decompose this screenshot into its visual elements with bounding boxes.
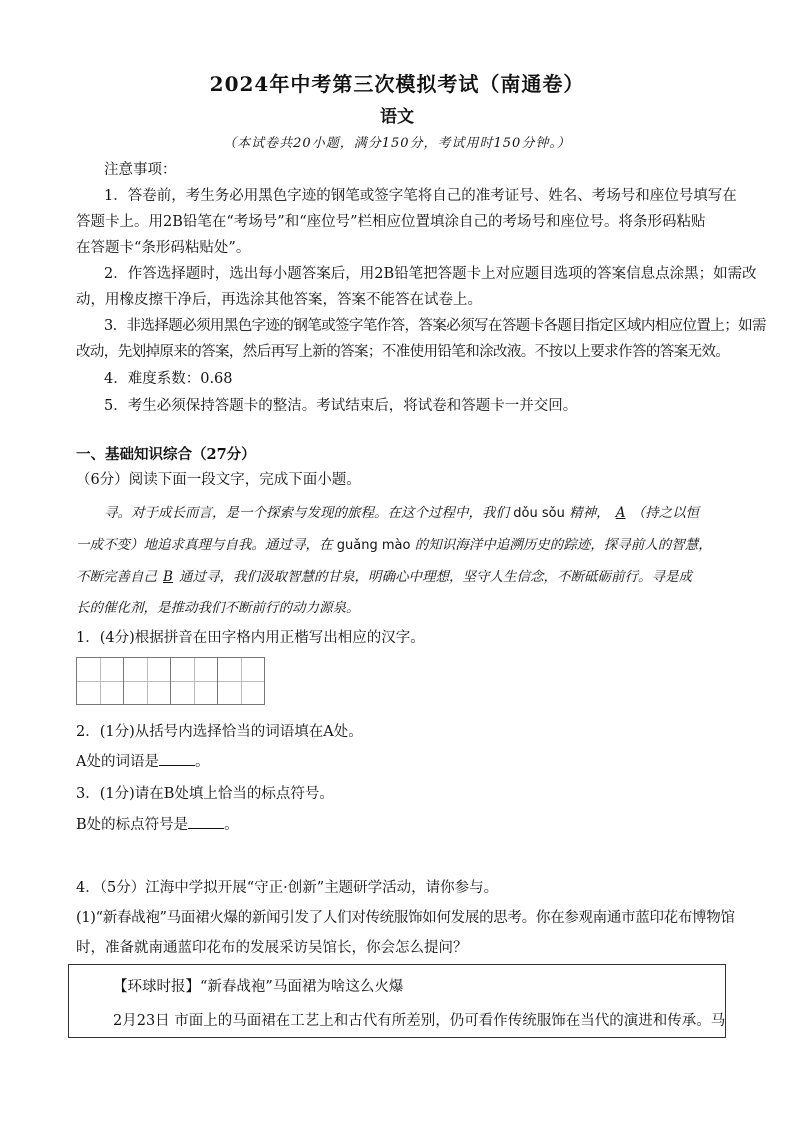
tianzige-cell[interactable] (170, 657, 218, 705)
passage-line-3: 不断完善自己 B 通过寻，我们汲取智慧的甘泉，明确心中理想，坚守人生信念，不断砥砺前行。寻是成 (76, 569, 692, 585)
note-3-line-1: 3．非选择题必须用黑色字迹的钢笔或签字笔作答，答案必须写在答题卡各题目指定区域内相应位置上；如需 (104, 318, 766, 334)
note-1-line-3: 在答题卡“条形码粘贴处”。 (76, 240, 251, 256)
note-2-line-1: 2．作答选择题时，选出每小题答案后，用2B铅笔把答题卡上对应题目选项的答案信息点涂黑；如需改 (104, 266, 757, 282)
tianzige-grid[interactable] (76, 657, 264, 705)
section-1-intro: （6分）阅读下面一段文字，完成下面小题。 (76, 472, 361, 488)
exam-info: （本试卷共20小题，满分150分，考试用时150分钟。） (223, 136, 571, 151)
passage-line-1: 寻。对于成长而言，是一个探索与发现的旅程。在这个过程中，我们 dǒu sǒu 精神， A （持之以恒 (104, 505, 700, 521)
exam-title: 2024年中考第三次模拟考试（南通卷） (209, 72, 585, 96)
news-excerpt-box (68, 964, 726, 1038)
question-2-answer: A处的词语是 。 (76, 754, 210, 770)
answer-blank-a[interactable] (159, 753, 195, 766)
tianzige-cell[interactable] (123, 657, 171, 705)
section-1-heading: 一、基础知识综合（27分） (76, 446, 256, 463)
note-1-line-2: 答题卡上。用2B铅笔在“考场号”和“座位号”栏相应位置填涂自己的考场号和座位号。将条形码粘贴 (76, 214, 706, 230)
question-4-sub-1-line-2: 时，准备就南通蓝印花布的发展采访吴馆长，你会怎么提问？ (76, 940, 468, 956)
tianzige-cell[interactable] (217, 657, 265, 705)
note-2-line-2: 动，用橡皮擦干净后，再选涂其他答案，答案不能答在试卷上。 (76, 292, 482, 308)
note-3-line-2: 改动，先划掉原来的答案，然后再写上新的答案；不准使用铅笔和涂改液。不按以上要求作答的答案无效。 (76, 344, 730, 360)
notes-heading: 注意事项： (104, 162, 177, 178)
note-5: 5．考生必须保持答题卡的整洁。考试结束后，将试卷和答题卡一并交回。 (104, 398, 578, 414)
tianzige-cell[interactable] (76, 657, 124, 705)
question-4-title: 4．（5分）江海中学拟开展“守正·创新”主题研学活动，请你参与。 (76, 880, 499, 896)
news-headline: 【环球时报】“新春战袍”马面裙为啥这么火爆 (113, 979, 404, 995)
news-body: 2月23日 市面上的马面裙在工艺上和古代有所差别，仍可看作传统服饰在当代的演进和传承。马 (113, 1013, 726, 1029)
answer-blank-b[interactable] (188, 816, 224, 829)
passage-line-4: 长的催化剂，是推动我们不断前行的动力源泉。 (76, 600, 360, 616)
question-3: 3．(1分)请在B处填上恰当的标点符号。 (76, 786, 334, 802)
question-2: 2．(1分)从括号内选择恰当的词语填在A处。 (76, 724, 363, 740)
question-3-answer: B处的标点符号是 。 (76, 817, 239, 833)
note-1-line-1: 1．答卷前，考生务必用黑色字迹的钢笔或签字笔将自己的准考证号、姓名、考场号和座位号填写在 (104, 188, 737, 204)
subject-heading: 语文 (380, 107, 414, 127)
question-4-sub-1-line-1: (1)“新春战袍”马面裙火爆的新闻引发了人们对传统服饰如何发展的思考。你在参观南通市蓝印花布博物馆 (76, 910, 735, 926)
passage-line-2: 一成不变）地追求真理与自我。通过寻，在 guǎng mào 的知识海洋中追溯历史的踪迹，探寻前人的智慧， (76, 537, 712, 553)
question-1: 1．(4分)根据拼音在田字格内用正楷写出相应的汉字。 (76, 630, 425, 646)
note-4: 4．难度系数：0.68 (104, 371, 233, 387)
